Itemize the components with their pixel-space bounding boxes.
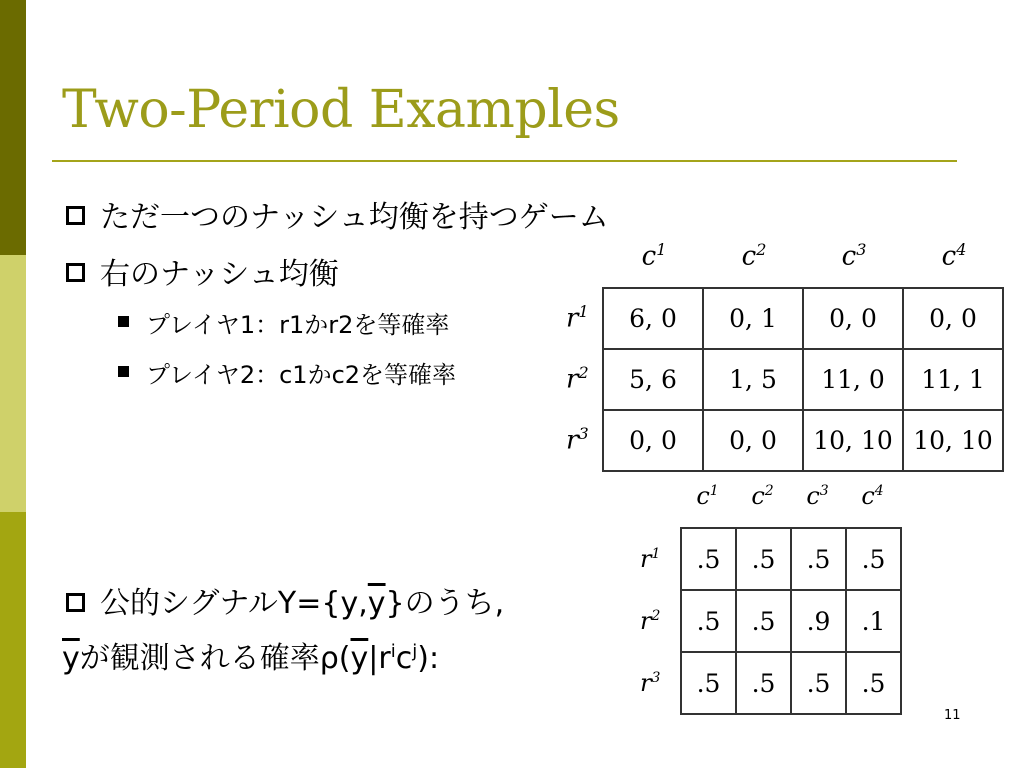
- matrix-row: [681, 528, 901, 590]
- bullet-square-icon: [66, 206, 85, 225]
- matrix-column-index: 4: [956, 240, 967, 259]
- matrix-column-header: [604, 240, 704, 272]
- prob-c: c: [395, 641, 413, 676]
- matrix-column-index: 3: [856, 240, 867, 259]
- matrix-row-letter: r: [566, 303, 579, 334]
- matrix-column-letter: c: [641, 241, 657, 272]
- matrix-cell: 0, 0: [903, 288, 1003, 349]
- sidebar-band-top: [0, 0, 26, 255]
- matrix-cell: 0, 0: [703, 410, 803, 471]
- matrix-cell: 10, 10: [803, 410, 903, 471]
- matrix-row: [681, 652, 901, 714]
- sub-bullet-square-icon: [118, 366, 129, 377]
- matrix-cell: 11, 1: [903, 349, 1003, 410]
- matrix-cell: .1: [846, 590, 901, 652]
- prob-matrix-table: [680, 527, 902, 715]
- signal-y: y: [340, 586, 359, 621]
- slide-title: Two-Period Examples: [62, 80, 620, 140]
- matrix-cell: .5: [736, 590, 791, 652]
- sidebar-band-middle: [0, 255, 26, 512]
- matrix-cell: .5: [791, 652, 846, 714]
- bullet-unique-equilibrium: ただ一つのナッシュ均衡を持つゲーム: [100, 200, 609, 235]
- matrix-column-index: 2: [756, 240, 767, 259]
- matrix-row-header: [640, 545, 660, 573]
- matrix-column-header: [790, 482, 845, 510]
- matrix-cell: 0, 0: [803, 288, 903, 349]
- bullet-public-signal: [100, 578, 504, 622]
- signal-probability-line: [62, 633, 439, 677]
- matrix-column-header: [735, 482, 790, 510]
- matrix-column-header: [680, 482, 735, 510]
- matrix-column-header: [845, 482, 900, 510]
- matrix-row: [603, 410, 1003, 471]
- prob-end: ):: [417, 641, 440, 676]
- matrix-cell: 10, 10: [903, 410, 1003, 471]
- matrix-column-letter: c: [941, 241, 957, 272]
- matrix-cell: .5: [791, 528, 846, 590]
- sub-bullet-square-icon: [118, 316, 129, 327]
- matrix-column-index: 4: [874, 483, 884, 499]
- prob-sup-j: j: [412, 641, 418, 662]
- matrix-row-header: [566, 302, 589, 334]
- matrix-column-letter: c: [741, 241, 757, 272]
- matrix-cell: 11, 0: [803, 349, 903, 410]
- prob-sup-i: i: [390, 641, 396, 662]
- matrix-cell: .5: [681, 528, 736, 590]
- matrix-row-letter: r: [640, 545, 652, 573]
- matrix-cell: 5, 6: [603, 349, 703, 410]
- bullet-square-icon: [66, 263, 85, 282]
- matrix-row-letter: r: [640, 669, 652, 697]
- prob-text: が観測される確率ρ(: [79, 641, 351, 676]
- matrix-column-index: 1: [656, 240, 667, 259]
- title-divider: [52, 160, 957, 162]
- matrix-column-header: [904, 240, 1004, 272]
- bullet-square-icon: [66, 593, 85, 612]
- matrix-cell: 6, 0: [603, 288, 703, 349]
- matrix-column-letter: c: [861, 482, 875, 510]
- signal-brace-open: {: [321, 586, 341, 621]
- matrix-row: [681, 590, 901, 652]
- matrix-column-header: [804, 240, 904, 272]
- matrix-column-letter: c: [751, 482, 765, 510]
- matrix-column-letter: c: [696, 482, 710, 510]
- matrix-column-index: 2: [764, 483, 774, 499]
- matrix-row-header: [566, 424, 589, 456]
- sub-bullet-player1: プレイヤ1：r1かr2を等確率: [146, 311, 450, 339]
- matrix-column-index: 3: [819, 483, 829, 499]
- prob-given-r: |r: [368, 641, 391, 676]
- matrix-row-index: 1: [651, 546, 661, 562]
- matrix-cell: 0, 0: [603, 410, 703, 471]
- matrix-cell: .5: [736, 652, 791, 714]
- prob-ybar: $\overline{y}$: [62, 641, 80, 676]
- matrix-column-letter: c: [841, 241, 857, 272]
- sub-bullet-player2: プレイヤ2：c1かc2を等確率: [146, 361, 457, 389]
- bullet-nash-equilibrium: 右のナッシュ均衡: [100, 257, 339, 292]
- payoff-matrix: [602, 287, 1004, 472]
- matrix-column-letter: c: [806, 482, 820, 510]
- matrix-cell: .5: [736, 528, 791, 590]
- matrix-column-header: [704, 240, 804, 272]
- matrix-row-index: 2: [578, 363, 589, 382]
- matrix-row: [603, 349, 1003, 410]
- matrix-row: [603, 288, 1003, 349]
- matrix-cell: .5: [846, 652, 901, 714]
- sidebar-band-bottom: [0, 512, 26, 768]
- matrix-row-index: 1: [578, 302, 589, 321]
- payoff-matrix-table: [602, 287, 1004, 472]
- matrix-row-header: [640, 607, 660, 635]
- matrix-row-index: 2: [651, 608, 661, 624]
- matrix-row-index: 3: [651, 670, 661, 686]
- page-number: 11: [944, 708, 961, 723]
- matrix-row-index: 3: [578, 424, 589, 443]
- matrix-column-index: 1: [709, 483, 719, 499]
- signal-brace-close: }: [385, 586, 405, 621]
- signal-text-post: のうち,: [404, 586, 505, 621]
- prob-matrix: [680, 527, 902, 715]
- matrix-row-letter: r: [566, 364, 579, 395]
- matrix-cell: .9: [791, 590, 846, 652]
- matrix-cell: .5: [846, 528, 901, 590]
- prob-ybar-2: $\overline{y}$: [350, 641, 369, 676]
- matrix-row-header: [566, 363, 589, 395]
- matrix-row-header: [640, 669, 660, 697]
- signal-comma: ,: [358, 586, 368, 621]
- matrix-row-letter: r: [566, 425, 579, 456]
- matrix-cell: .5: [681, 590, 736, 652]
- signal-text-pre: 公的シグナルY=: [100, 586, 322, 621]
- matrix-cell: 0, 1: [703, 288, 803, 349]
- matrix-row-letter: r: [640, 607, 652, 635]
- matrix-cell: 1, 5: [703, 349, 803, 410]
- signal-ybar: $\overline{y}$: [367, 586, 386, 621]
- matrix-cell: .5: [681, 652, 736, 714]
